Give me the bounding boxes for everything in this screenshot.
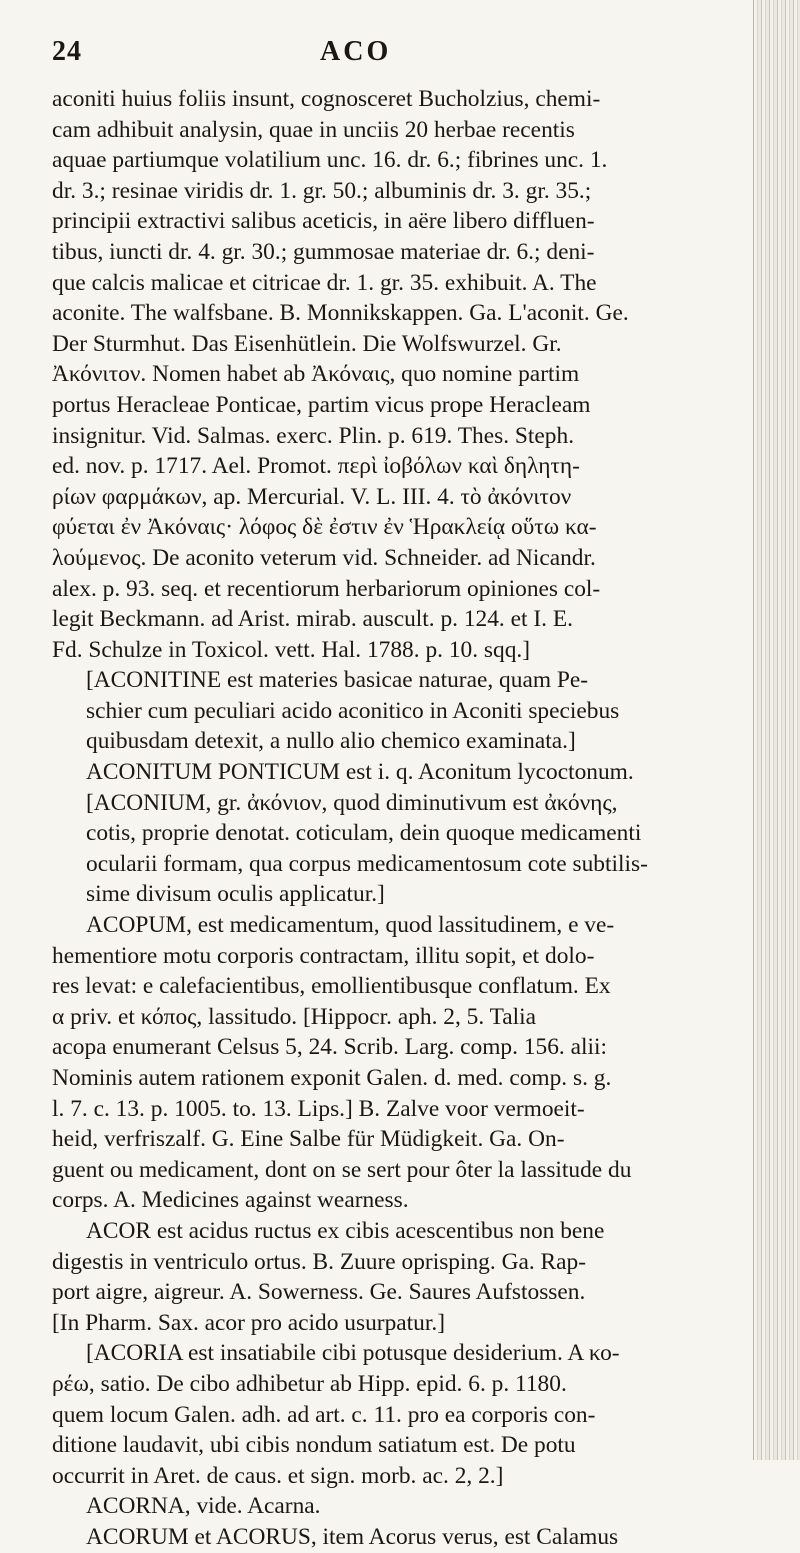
text-line: Ἀκόνιτον. Nomen habet ab Ἀκόναις, quo nomine partim xyxy=(52,361,580,388)
text-line: legit Beckmann. ad Arist. mirab. auscult. p. 124. et I. E. xyxy=(52,606,573,633)
text-line: [In Pharm. Sax. acor pro acido usurpatur.] xyxy=(52,1309,445,1336)
text-line: λούμενος. De aconito veterum vid. Schneider. ad Nicandr. xyxy=(52,544,596,571)
text-line: ACOPUM, est medicamentum, quod lassitudinem, e ve- xyxy=(86,912,615,939)
page-edge xyxy=(753,0,800,1460)
text-line: digestis in ventriculo ortus. B. Zuure oprisping. Ga. Rap- xyxy=(52,1248,587,1275)
text-line: α priv. et κόπος, lassitudo. [Hippocr. aph. 2, 5. Talia xyxy=(52,1003,537,1030)
text-line: ACONITUM PONTICUM est i. q. Aconitum lycoctonum. xyxy=(86,759,634,786)
text-line: quem locum Galen. adh. ad art. c. 11. pro ea corporis con- xyxy=(52,1401,596,1428)
text-line: occurrit in Aret. de caus. et sign. morb. ac. 2, 2.] xyxy=(52,1462,504,1489)
text-line: Nominis autem rationem exponit Galen. d. med. comp. s. g. xyxy=(52,1065,612,1091)
text-line: [ACONIUM, gr. ἀκόνιον, quod diminutivum est ἀκόνης, xyxy=(86,789,618,816)
text-line: φύεται ἐν Ἀκόναις· λόφος δὲ ἐστιν ἐν Ἡρακλείᾳ οὕτω κα- xyxy=(52,514,597,541)
text-line: Fd. Schulze in Toxicol. vett. Hal. 1788. p. 10. sqq.] xyxy=(52,636,531,663)
text-line: insignitur. Vid. Salmas. exerc. Plin. p. 619. Thes. Steph. xyxy=(52,422,575,449)
page-header xyxy=(52,36,692,80)
text-line: Der Sturmhut. Das Eisenhütlein. Die Wolfswurzel. Gr. xyxy=(52,330,562,357)
text-line: ACOR est acidus ructus ex cibis acescentibus non bene xyxy=(86,1217,605,1244)
text-line: cotis, proprie denotat. coticulam, dein quoque medicamenti xyxy=(86,820,642,847)
text-line: schier cum peculiari acido aconitico in Aconiti speciebus xyxy=(86,697,620,724)
text-line: dr. 3.; resinae viridis dr. 1. gr. 50.; albuminis dr. 3. gr. 35.; xyxy=(52,177,592,204)
text-line: l. 7. c. 13. p. 1005. to. 13. Lips.] B. Zalve voor vermoeit- xyxy=(52,1095,585,1122)
text-line: alex. p. 93. seq. et recentiorum herbariorum opiniones col- xyxy=(52,575,601,602)
text-line: heid, verfriszalf. G. Eine Salbe für Müdigkeit. Ga. On- xyxy=(52,1126,565,1153)
text-line: ACORNA, vide. Acarna. xyxy=(86,1493,321,1520)
text-line: [ACONITINE est materies basicae naturae, quam Pe- xyxy=(86,667,589,694)
text-line: que calcis malicae et citricae dr. 1. gr. 35. exhibuit. A. The xyxy=(52,269,597,296)
text-line: ACORUM et ACORUS, item Acorus verus, est Calamus xyxy=(86,1523,619,1550)
text-line: res levat: e calefacientibus, emollientibusque conflatum. Ex xyxy=(52,973,611,1000)
text-line: sime divisum oculis applicatur.] xyxy=(86,881,385,908)
text-line: port aigre, aigreur. A. Sowerness. Ge. Saures Aufstossen. xyxy=(52,1279,586,1306)
text-line: cam adhibuit analysin, quae in unciis 20 herbae recentis xyxy=(52,116,575,143)
text-line: aconiti huius foliis insunt, cognosceret Bucholzius, chemi- xyxy=(52,86,601,112)
text-line: hementiore motu corporis contractam, illitu sopit, et dolo- xyxy=(52,942,595,969)
text-line: acopa enumerant Celsus 5, 24. Scrib. Larg. comp. 156. alii: xyxy=(52,1034,607,1061)
text-line: aconite. The walfsbane. B. Monnikskappen. Ga. L'aconit. Ge. xyxy=(52,300,629,327)
text-line: aquae partiumque volatilium unc. 16. dr. 6.; fibrines unc. 1. xyxy=(52,147,608,174)
text-line: ed. nov. p. 1717. Ael. Promot. περὶ ἰοβόλων καὶ δηλητη- xyxy=(52,453,580,480)
text-line: portus Heracleae Ponticae, partim vicus prope Heracleam xyxy=(52,391,591,418)
body-text xyxy=(52,84,712,1553)
text-line: ρέω, satio. De cibo adhibetur ab Hipp. epid. 6. p. 1180. xyxy=(52,1370,567,1397)
text-line: ocularii formam, qua corpus medicamentosum cote subtilis- xyxy=(86,850,648,877)
text-line: quibusdam detexit, a nullo alio chemico examinata.] xyxy=(86,728,576,755)
page-number: 24 xyxy=(52,36,82,67)
text-line: ρίων φαρμάκων, ap. Mercurial. V. L. III. 4. τὸ ἀκόνιτον xyxy=(52,483,572,510)
running-head: ACO xyxy=(320,36,392,67)
text-line: guent ou medicament, dont on se sert pour ôter la lassitude du xyxy=(52,1156,632,1183)
text-line: principii extractivi salibus aceticis, in aëre libero diffluen- xyxy=(52,208,595,235)
text-line: [ACORIA est insatiabile cibi potusque desiderium. A κο- xyxy=(86,1340,620,1367)
text-line: corps. A. Medicines against wearness. xyxy=(52,1187,409,1214)
text-line: ditione laudavit, ubi cibis nondum satiatum est. De potu xyxy=(52,1432,576,1459)
text-line: tibus, iuncti dr. 4. gr. 30.; gummosae materiae dr. 6.; deni- xyxy=(52,238,595,265)
